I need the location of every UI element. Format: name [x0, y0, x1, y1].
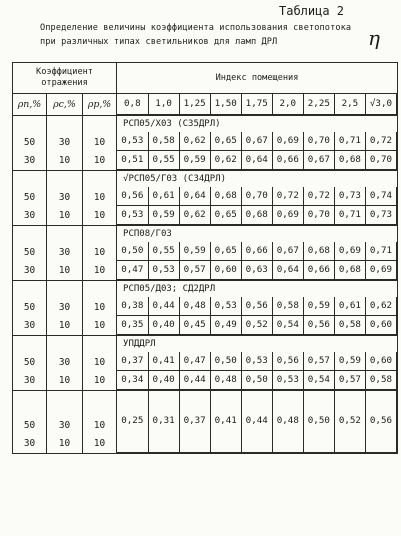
reflection-value: 50: [23, 302, 36, 313]
coefficient-value: 0,72: [365, 132, 396, 151]
reflection-value: 30: [58, 302, 71, 313]
section-values: [117, 226, 398, 281]
coefficient-value: 0,72: [272, 187, 303, 206]
table-row: [117, 352, 396, 371]
coefficient-value: 0,69: [365, 261, 396, 280]
coefficient-value: 0,59: [334, 352, 365, 371]
reflection-rho-c-cell: [47, 336, 83, 391]
lamp-section: [13, 116, 398, 171]
coefficient-value: 0,41: [148, 352, 179, 371]
room-index-header: Индекс помещения: [117, 63, 398, 94]
coefficient-value: 0,56: [241, 297, 272, 316]
coefficient-value: 0,70: [241, 187, 272, 206]
reflection-value: 10: [93, 192, 106, 203]
rho-floor-header: ρр,%: [83, 94, 117, 116]
rho-wall-header: ρс,%: [47, 94, 83, 116]
table-row: [117, 261, 396, 280]
coefficient-value: 0,69: [334, 242, 365, 261]
coefficient-value: 0,53: [210, 297, 241, 316]
rho-ceiling-header: ρп,%: [13, 94, 47, 116]
coefficient-value: 0,66: [272, 151, 303, 170]
coefficient-value: 0,67: [272, 242, 303, 261]
coefficient-value: 0,68: [303, 242, 334, 261]
coefficient-value: 0,47: [117, 261, 148, 280]
room-index-value: 2,25: [303, 94, 334, 115]
coefficient-value: 0,52: [241, 316, 272, 335]
coefficient-value: 0,68: [210, 187, 241, 206]
reflection-rho-n-cell: [13, 226, 47, 281]
coefficient-value: 0,53: [241, 352, 272, 371]
coefficient-value: 0,41: [210, 391, 241, 453]
table-row: [117, 316, 396, 335]
coefficient-value: 0,31: [148, 391, 179, 453]
section-values: [117, 391, 398, 454]
lamp-type-label: УПДДРЛ: [123, 339, 156, 349]
coefficient-value: 0,70: [365, 151, 396, 170]
coefficient-value: 0,70: [303, 206, 334, 225]
coefficient-value: 0,61: [148, 187, 179, 206]
coefficient-value: 0,66: [303, 261, 334, 280]
coefficient-value: 0,61: [334, 297, 365, 316]
table-row: [117, 297, 396, 316]
coefficient-value: 0,70: [303, 132, 334, 151]
coefficient-value: 0,37: [179, 391, 210, 453]
reflection-value: 50: [23, 192, 36, 203]
coef-label-line-1: Коэффициент: [36, 67, 93, 77]
reflection-rho-n-cell: [13, 116, 47, 171]
table-row: [117, 391, 396, 453]
table-row: [117, 132, 396, 151]
reflection-value: 10: [93, 247, 106, 258]
coefficient-value: 0,65: [210, 206, 241, 225]
coefficient-value: 0,50: [210, 352, 241, 371]
coefficient-value: 0,59: [148, 206, 179, 225]
reflection-value: 30: [23, 375, 36, 386]
coefficient-value: 0,47: [179, 352, 210, 371]
reflection-value: 10: [93, 420, 106, 431]
coefficient-value: 0,50: [303, 391, 334, 453]
table-row: [117, 187, 396, 206]
coefficient-value: 0,62: [179, 206, 210, 225]
reflection-value: 30: [23, 210, 36, 221]
reflection-rho-n-cell: [13, 171, 47, 226]
reflection-rho-c-cell: [47, 226, 83, 281]
coefficient-value: 0,56: [365, 391, 396, 453]
coefficient-value: 0,71: [365, 242, 396, 261]
coefficient-value: 0,72: [303, 187, 334, 206]
reflection-value: 50: [23, 247, 36, 258]
reflection-rho-c-cell: [47, 391, 83, 454]
lamp-section: [13, 336, 398, 391]
coefficient-value: 0,62: [179, 132, 210, 151]
table-row: [117, 206, 396, 225]
reflection-value: 10: [93, 265, 106, 276]
reflection-value: 30: [58, 137, 71, 148]
coefficient-value: 0,64: [241, 151, 272, 170]
coefficient-value: 0,40: [148, 371, 179, 390]
coefficient-value: 0,60: [210, 261, 241, 280]
coefficient-value: 0,54: [303, 371, 334, 390]
coefficient-value: 0,59: [179, 242, 210, 261]
reflection-rho-n-cell: [13, 336, 47, 391]
section-values: [117, 336, 398, 391]
table-row: [117, 371, 396, 390]
room-index-value: 2,5: [334, 94, 365, 115]
coefficient-value: 0,55: [148, 151, 179, 170]
reflection-rho-p-cell: [83, 116, 117, 171]
coefficient-value: 0,44: [148, 297, 179, 316]
coefficient-value: 0,34: [117, 371, 148, 390]
lamp-section: [13, 226, 398, 281]
reflection-value: 10: [58, 438, 71, 449]
coefficient-value: 0,58: [334, 316, 365, 335]
reflection-value: 30: [23, 438, 36, 449]
coefficient-value: 0,63: [241, 261, 272, 280]
coefficient-value: 0,73: [334, 187, 365, 206]
coefficient-value: 0,44: [241, 391, 272, 453]
reflection-rho-n-cell: [13, 281, 47, 336]
reflection-value: 10: [58, 320, 71, 331]
table-row: [117, 151, 396, 170]
reflection-value: 30: [23, 265, 36, 276]
coefficient-value: 0,56: [117, 187, 148, 206]
reflection-value: 10: [93, 155, 106, 166]
coefficient-value: 0,48: [210, 371, 241, 390]
room-index-value: 1,50: [210, 94, 241, 115]
coefficient-value: 0,53: [148, 261, 179, 280]
coefficient-value: 0,37: [117, 352, 148, 371]
coefficient-value: 0,40: [148, 316, 179, 335]
coefficient-value: 0,53: [117, 206, 148, 225]
reflection-value: 10: [93, 137, 106, 148]
coefficient-value: 0,56: [303, 316, 334, 335]
coefficient-value: 0,51: [117, 151, 148, 170]
table-caption-line-2: при различных типах светильников для ламп ДРЛ: [40, 37, 278, 47]
reflection-value: 30: [23, 320, 36, 331]
room-index-value: 0,8: [117, 94, 148, 115]
coefficient-value: 0,62: [210, 151, 241, 170]
reflection-rho-n-cell: [13, 391, 47, 454]
coefficient-value: 0,49: [210, 316, 241, 335]
section-values: [117, 171, 398, 226]
coefficient-value: 0,59: [303, 297, 334, 316]
reflection-value: 10: [93, 438, 106, 449]
reflection-rho-p-cell: [83, 281, 117, 336]
reflection-rho-p-cell: [83, 171, 117, 226]
reflection-value: 30: [58, 247, 71, 258]
reflection-value: 10: [93, 357, 106, 368]
table-row: [117, 242, 396, 261]
reflection-value: 10: [93, 210, 106, 221]
coefficient-value: 0,65: [210, 242, 241, 261]
reflection-rho-c-cell: [47, 281, 83, 336]
reflection-value: 10: [93, 320, 106, 331]
reflection-value: 30: [58, 420, 71, 431]
section-values: [117, 116, 398, 171]
coefficient-value: 0,57: [179, 261, 210, 280]
coefficient-value: 0,74: [365, 187, 396, 206]
coefficient-value: 0,67: [303, 151, 334, 170]
coefficient-value: 0,53: [117, 132, 148, 151]
coefficient-value: 0,38: [117, 297, 148, 316]
lamp-type-label: РСП08/Г03: [123, 229, 172, 239]
reflection-value: 10: [58, 265, 71, 276]
utilization-coefficient-table: [12, 62, 398, 454]
coefficient-value: 0,52: [334, 391, 365, 453]
coefficient-value: 0,50: [117, 242, 148, 261]
coefficient-value: 0,67: [241, 132, 272, 151]
coefficient-value: 0,25: [117, 391, 148, 453]
coefficient-value: 0,64: [179, 187, 210, 206]
coefficient-value: 0,56: [272, 352, 303, 371]
lamp-section: [13, 281, 398, 336]
section-values: [117, 281, 398, 336]
coefficient-value: 0,57: [303, 352, 334, 371]
coefficient-value: 0,62: [365, 297, 396, 316]
coefficient-value: 0,59: [179, 151, 210, 170]
reflection-value: 10: [58, 375, 71, 386]
reflection-value: 10: [58, 210, 71, 221]
room-index-value: 1,25: [179, 94, 210, 115]
coefficient-value: 0,71: [334, 132, 365, 151]
coefficient-value: 0,65: [210, 132, 241, 151]
coefficient-value: 0,53: [272, 371, 303, 390]
coefficient-value: 0,68: [334, 261, 365, 280]
table-caption-line-1: Определение величины коэффициента использования светопотока: [40, 23, 352, 33]
reflection-value: 30: [23, 155, 36, 166]
coefficient-value: 0,48: [179, 297, 210, 316]
coef-label-line-2: отражения: [41, 78, 88, 88]
coefficient-value: 0,35: [117, 316, 148, 335]
coefficient-value: 0,64: [272, 261, 303, 280]
room-index-value: 1,75: [241, 94, 272, 115]
room-index-value: 2,0: [272, 94, 303, 115]
coefficient-value: 0,58: [272, 297, 303, 316]
coefficient-value: 0,60: [365, 352, 396, 371]
reflection-rho-p-cell: [83, 391, 117, 454]
coefficient-value: 0,73: [365, 206, 396, 225]
coefficient-value: 0,68: [334, 151, 365, 170]
eta-symbol: η: [368, 26, 380, 50]
coefficient-value: 0,58: [148, 132, 179, 151]
coefficient-value: 0,55: [148, 242, 179, 261]
reflection-value: 30: [58, 192, 71, 203]
coefficient-value: 0,50: [241, 371, 272, 390]
lamp-type-label: √РСП05/Г03 (С34ДРЛ): [123, 174, 226, 184]
coefficient-value: 0,57: [334, 371, 365, 390]
coefficient-value: 0,45: [179, 316, 210, 335]
coefficient-value: 0,71: [334, 206, 365, 225]
room-index-value: 1,0: [148, 94, 179, 115]
reflection-value: 10: [93, 375, 106, 386]
coefficient-value: 0,48: [272, 391, 303, 453]
reflection-value: 50: [23, 420, 36, 431]
lamp-type-label: РСП05/Х03 (С35ДРЛ): [123, 119, 221, 129]
coefficient-value: 0,58: [365, 371, 396, 390]
reflection-rho-p-cell: [83, 226, 117, 281]
coefficient-value: 0,68: [241, 206, 272, 225]
lamp-section: [13, 171, 398, 226]
lamp-section: [13, 391, 398, 454]
reflection-value: 50: [23, 137, 36, 148]
reflection-rho-c-cell: [47, 116, 83, 171]
reflection-rho-p-cell: [83, 336, 117, 391]
coefficient-value: 0,69: [272, 132, 303, 151]
reflection-coefficient-header: [13, 63, 117, 94]
reflection-value: 30: [58, 357, 71, 368]
coefficient-value: 0,66: [241, 242, 272, 261]
coefficient-value: 0,54: [272, 316, 303, 335]
reflection-value: 10: [58, 155, 71, 166]
coefficient-value: 0,69: [272, 206, 303, 225]
coefficient-value: 0,60: [365, 316, 396, 335]
coefficient-value: 0,44: [179, 371, 210, 390]
reflection-value: 10: [93, 302, 106, 313]
lamp-type-label: РСП05/Д03; СД2ДРЛ: [123, 284, 216, 294]
index-values-header: [117, 94, 398, 116]
table-number: Таблица 2: [279, 4, 345, 18]
reflection-rho-c-cell: [47, 171, 83, 226]
room-index-value: √3,0: [365, 94, 396, 115]
reflection-value: 50: [23, 357, 36, 368]
